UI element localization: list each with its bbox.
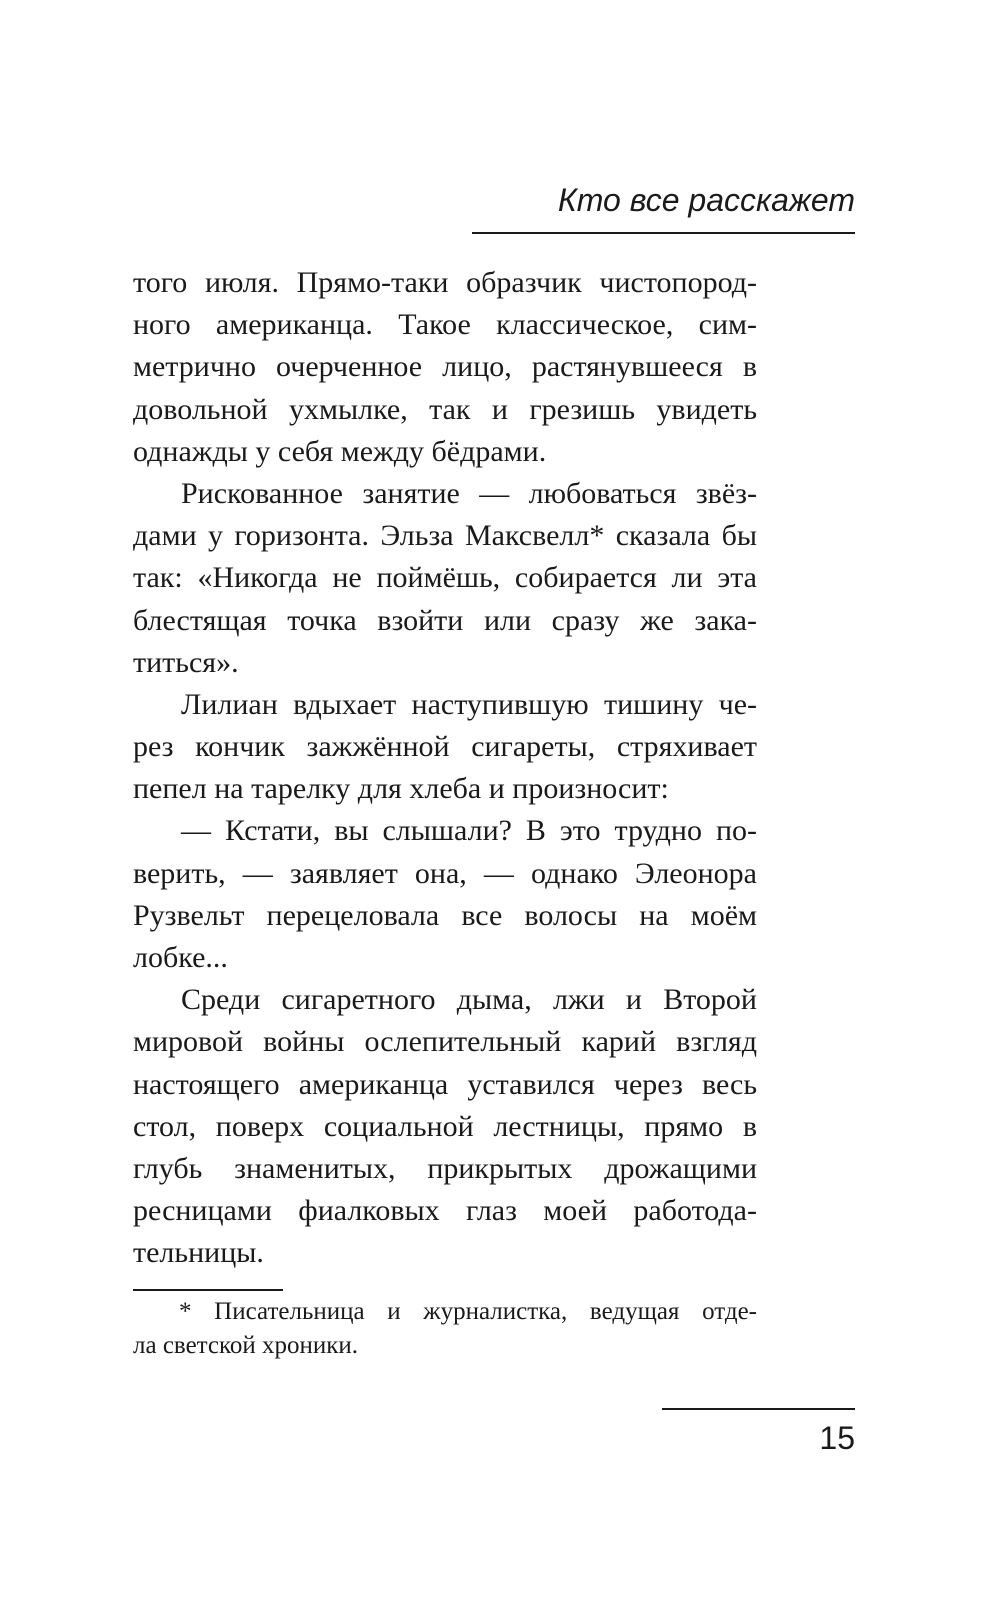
text-line: титься». <box>133 645 239 679</box>
text-line: Лилиан вдыхает наступившую тишину че- <box>181 687 757 721</box>
text-line: верить, — заявляет она, — однако Элеонора <box>133 856 757 890</box>
text-line: довольной ухмылке, так и грезишь увидеть <box>133 392 757 426</box>
running-title: Кто все расскажет <box>557 182 855 218</box>
page-number: 15 <box>819 1420 855 1456</box>
body-text <box>133 262 757 1275</box>
text-line: ресницами фиалковых глаз моей работода- <box>133 1194 757 1228</box>
text-line: Среди сигаретного дыма, лжи и Второй <box>181 983 757 1017</box>
text-line: пепел на тарелку для хлеба и произносит: <box>133 772 669 806</box>
text-line: однажды у себя между бёдрами. <box>133 434 547 468</box>
folio-rule <box>662 1408 855 1410</box>
text-line: глубь знаменитых, прикрытых дрожащими <box>133 1151 757 1185</box>
footnote-line: * Писательница и журналистка, ведущая отде- <box>179 1298 757 1325</box>
footnote <box>133 1295 757 1363</box>
text-line: того июля. Прямо-таки образчик чистопород- <box>133 266 757 299</box>
text-line: блестящая точка взойти или сразу же зака- <box>133 603 757 637</box>
text-line: так: «Никогда не поймёшь, собирается ли эта <box>133 561 757 595</box>
text-line: настоящего американца уставился через весь <box>133 1067 757 1101</box>
text-line: тельницы. <box>133 1236 264 1270</box>
text-line: ного американца. Такое классическое, сим- <box>133 308 757 342</box>
text-line: мировой войны ослепительный карий взгляд <box>133 1025 757 1059</box>
text-line: рез кончик зажжённой сигареты, стряхивает <box>133 730 757 764</box>
header-rule <box>472 232 855 234</box>
footnote-rule <box>133 1289 283 1291</box>
text-line: Рузвельт перецеловала все волосы на моём <box>133 898 757 932</box>
text-line: лобке... <box>133 941 228 974</box>
text-line: метрично очерченное лицо, растянувшееся в <box>133 350 757 384</box>
text-line: стол, поверх социальной лестницы, прямо в <box>133 1109 757 1143</box>
text-line: — Кстати, вы слышали? В это трудно по- <box>181 814 757 848</box>
footnote-line: ла светской хроники. <box>133 1332 359 1359</box>
text-line: Рискованное занятие — любоваться звёз- <box>181 476 757 510</box>
text-line: дами у горизонта. Эльза Максвелл* сказала бы <box>133 519 757 553</box>
